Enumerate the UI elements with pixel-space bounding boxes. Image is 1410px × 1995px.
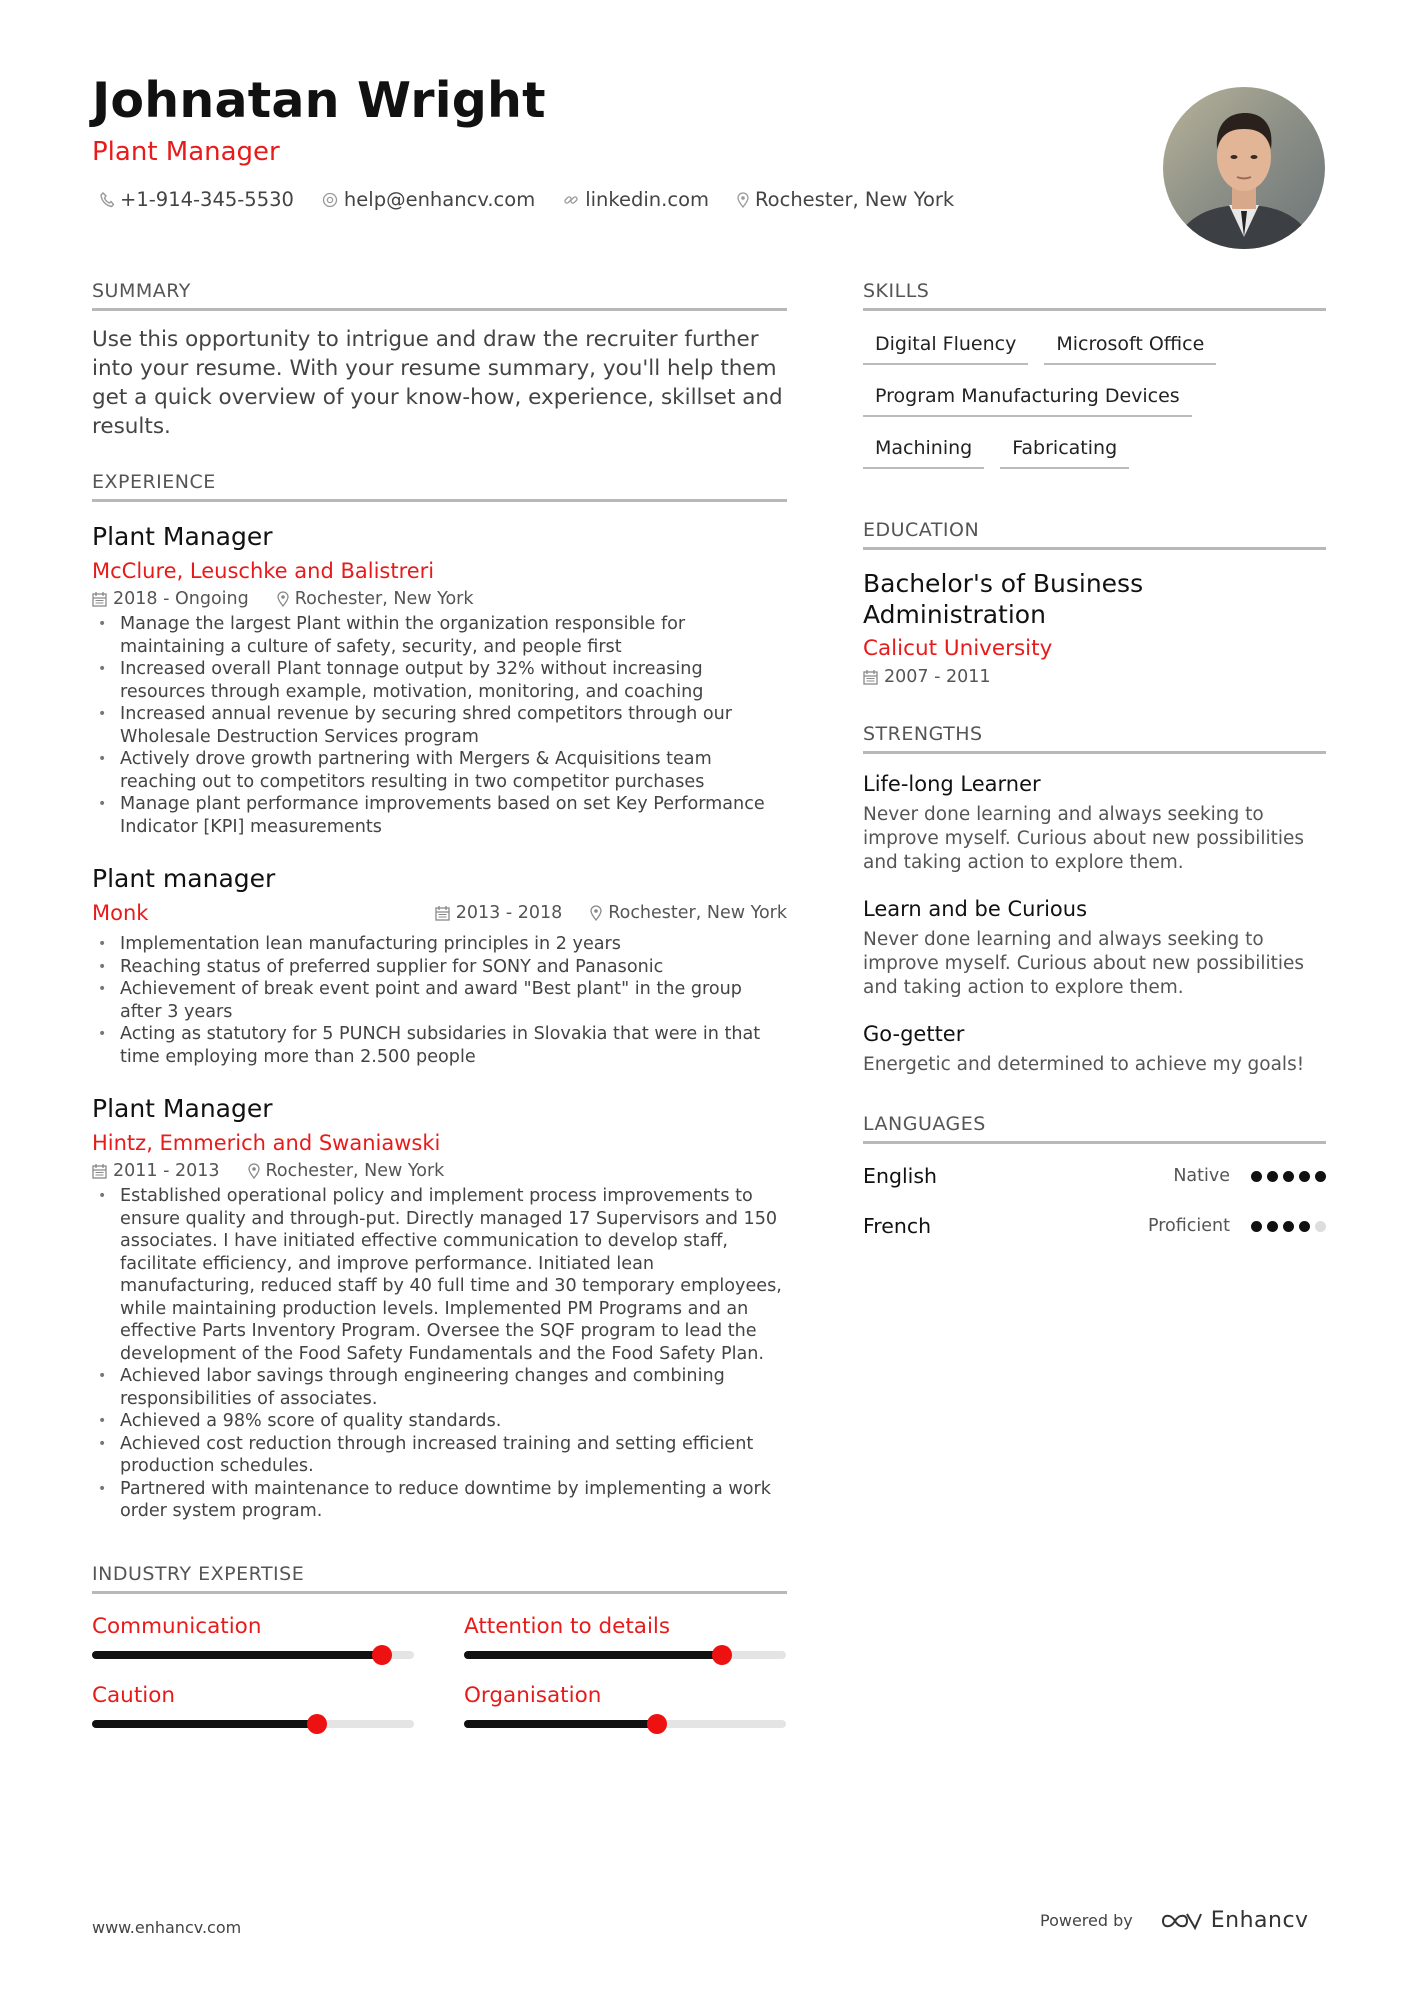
linkedin-text: linkedin.com [585,188,709,211]
languages-section [863,1113,1326,1238]
expertise-bar [92,1720,414,1728]
email-text: help@enhancv.com [343,188,536,211]
bullet-item: • Achieved labor savings through engineering changes and combining responsibilities of associates. [92,1365,787,1410]
skill-tag: Program Manufacturing Devices [863,379,1192,417]
job-meta [92,589,787,609]
expertise-fill [464,1720,657,1728]
bullet-item: • Reaching status of preferred supplier for SONY and Panasonic [92,956,787,979]
job-location: Rochester, New York [294,589,474,609]
edu-school: Calicut University [863,636,1053,661]
job-bullets [92,1185,787,1523]
section-title-languages: LANGUAGES [863,1113,1326,1144]
expertise-label: Caution [92,1682,175,1708]
section-title-strengths: STRENGTHS [863,723,1326,754]
job-dates: 2011 - 2013 [113,1161,220,1181]
edu-degree: Bachelor's of Business Administration [863,569,1144,629]
language-row [863,1214,1326,1238]
skills-section [863,280,1326,483]
skill-tag: Digital Fluency [863,327,1028,365]
job-location: Rochester, New York [608,903,787,923]
education-section [863,519,1326,687]
skill-tag: Fabricating [1000,431,1129,469]
link-icon [563,192,579,208]
expertise-fill [464,1651,722,1659]
skill-tag: Machining [863,431,984,469]
skill-tag: Microsoft Office [1044,327,1216,365]
job-dates: 2018 - Ongoing [113,589,249,609]
company-name: Hintz, Emmerich and Swaniawski [92,1131,441,1155]
bullet-item: • Increased overall Plant tonnage output by 32% without increasing resources through example, motivation, monitoring, and coaching [92,658,787,703]
left-column [92,280,787,1728]
strength-item [863,772,1326,875]
expertise-item [92,1683,414,1728]
summary-text: Use this opportunity to intrigue and draw the recruiter further into your resume. With your resume summary, you'll help them get a quick overview of your know-how, experience, skillset and results. [92,327,783,439]
bullet-item: • Established operational policy and implement process improvements to ensure quality and through-put. Directly managed 17 Supervisors and 150 associates. I have initiated effective communication to develop staff, facilitate efficiency, and improve performance. Initiated lean manufacturing, reduced staff by 40 full time and 30 temporary employees, while maintaining production levels. Implemented PM Programs and an effective Parts Inventory Program. Oversee the SQF program to lead the development of the Food Safety Fundamentals and the Food Safety Plan. [92,1185,787,1365]
section-title-experience: EXPERIENCE [92,471,787,502]
expertise-item [464,1614,786,1659]
language-dot [1267,1221,1278,1232]
strength-title: Learn and be Curious [863,897,1088,921]
expertise-fill [92,1651,382,1659]
job-title: Plant Manager [92,522,273,551]
strength-title: Life-long Learner [863,772,1041,796]
job-title: Plant Manager [92,1094,273,1123]
contact-location [737,188,954,211]
calendar-icon [92,1163,107,1179]
language-dot [1299,1221,1310,1232]
job-meta [92,1161,787,1181]
language-level: Native [1173,1166,1230,1186]
bullet-item: • Achieved cost reduction through increased training and setting efficient production schedules. [92,1433,787,1478]
right-column [863,280,1326,1264]
bullet-item: • Manage plant performance improvements based on set Key Performance Indicator [KPI] measurements [92,793,787,838]
section-title-skills: SKILLS [863,280,1326,311]
expertise-section [92,1563,787,1728]
strength-item [863,897,1326,1000]
job-meta [435,903,787,923]
at-icon [322,192,338,208]
phone-icon [100,192,114,208]
candidate-name: Johnatan Wright [92,72,546,129]
expertise-fill [92,1720,317,1728]
job-entry [92,864,787,1068]
calendar-icon [863,669,878,685]
expertise-item [464,1683,786,1728]
strength-desc: Energetic and determined to achieve my goals! [863,1054,1305,1075]
expertise-knob [712,1645,732,1665]
bullet-item: • Actively drove growth partnering with Mergers & Acquisitions team reaching out to competitors resulting in two competitor purchases [92,748,787,793]
summary-section [92,280,787,441]
job-entry [92,1094,787,1523]
calendar-icon [92,591,107,607]
footer-powered [1040,1908,1309,1933]
expertise-knob [647,1714,667,1734]
footer-site[interactable]: www.enhancv.com [92,1918,242,1937]
strength-desc: Never done learning and always seeking to improve myself. Curious about new possibilities and taking action to explore them. [863,929,1305,998]
strengths-section [863,723,1326,1077]
bullet-item: • Manage the largest Plant within the organization responsible for maintaining a culture of safety, security, and people first [92,613,787,658]
job-bullets [92,933,787,1068]
strength-desc: Never done learning and always seeking to improve myself. Curious about new possibilities and taking action to explore them. [863,804,1305,873]
language-dots [1246,1171,1326,1182]
contact-linkedin[interactable] [563,188,709,211]
language-dots [1246,1221,1326,1232]
bullet-item: • Achievement of break event point and award "Best plant" in the group after 3 years [92,978,787,1023]
language-dot [1283,1221,1294,1232]
powered-by-text: Powered by [1040,1911,1133,1930]
job-title: Plant manager [92,864,276,893]
location-pin-icon [737,192,749,208]
expertise-label: Attention to details [464,1613,671,1639]
language-dot [1283,1171,1294,1182]
section-title-summary: SUMMARY [92,280,787,311]
edu-meta [863,667,1326,687]
expertise-label: Communication [92,1613,262,1639]
language-dot [1251,1221,1262,1232]
company-name: McClure, Leuschke and Balistreri [92,559,435,583]
language-dot [1267,1171,1278,1182]
section-title-expertise: INDUSTRY EXPERTISE [92,1563,787,1594]
bullet-item: • Increased annual revenue by securing shred competitors through our Wholesale Destruction Services program [92,703,787,748]
company-name: Monk [92,901,149,925]
contact-phone[interactable] [100,188,294,211]
location-pin-icon [590,905,602,921]
strength-item [863,1022,1326,1077]
expertise-knob [372,1645,392,1665]
language-name: English [863,1164,938,1188]
skills-list [863,327,1326,483]
expertise-item [92,1614,414,1659]
expertise-bar [464,1720,786,1728]
language-name: French [863,1214,932,1238]
bullet-item: • Achieved a 98% score of quality standards. [92,1410,787,1433]
job-bullets [92,613,787,838]
expertise-grid [92,1614,787,1728]
job-entry [92,522,787,838]
language-dot [1299,1171,1310,1182]
phone-text: +1-914-345-5530 [120,188,294,211]
language-dot [1315,1171,1326,1182]
job-dates: 2013 - 2018 [455,903,563,923]
expertise-label: Organisation [464,1682,602,1708]
location-text: Rochester, New York [755,188,955,211]
strength-title: Go-getter [863,1022,965,1046]
bullet-item: • Implementation lean manufacturing principles in 2 years [92,933,787,956]
candidate-role: Plant Manager [92,137,280,167]
language-dot [1315,1221,1326,1232]
expertise-bar [464,1651,786,1659]
expertise-knob [307,1714,327,1734]
location-pin-icon [248,1163,260,1179]
contact-email[interactable] [322,188,535,211]
edu-dates: 2007 - 2011 [884,667,991,687]
language-row [863,1164,1326,1188]
profile-photo [1163,87,1325,249]
section-title-education: EDUCATION [863,519,1326,550]
brand-name: Enhancv [1210,1908,1309,1933]
contact-bar [100,188,982,211]
language-level: Proficient [1148,1216,1230,1236]
experience-section [92,471,787,1523]
job-location: Rochester, New York [265,1161,445,1181]
bullet-item: • Acting as statutory for 5 PUNCH subsidaries in Slovakia that were in that time employing more than 2.500 people [92,1023,787,1068]
expertise-bar [92,1651,414,1659]
calendar-icon [435,905,450,921]
brand-logo[interactable] [1157,1908,1309,1933]
location-pin-icon [277,591,289,607]
enhancv-logo-icon [1157,1910,1203,1932]
bullet-item: • Partnered with maintenance to reduce downtime by implementing a work order system program. [92,1478,787,1523]
language-dot [1251,1171,1262,1182]
